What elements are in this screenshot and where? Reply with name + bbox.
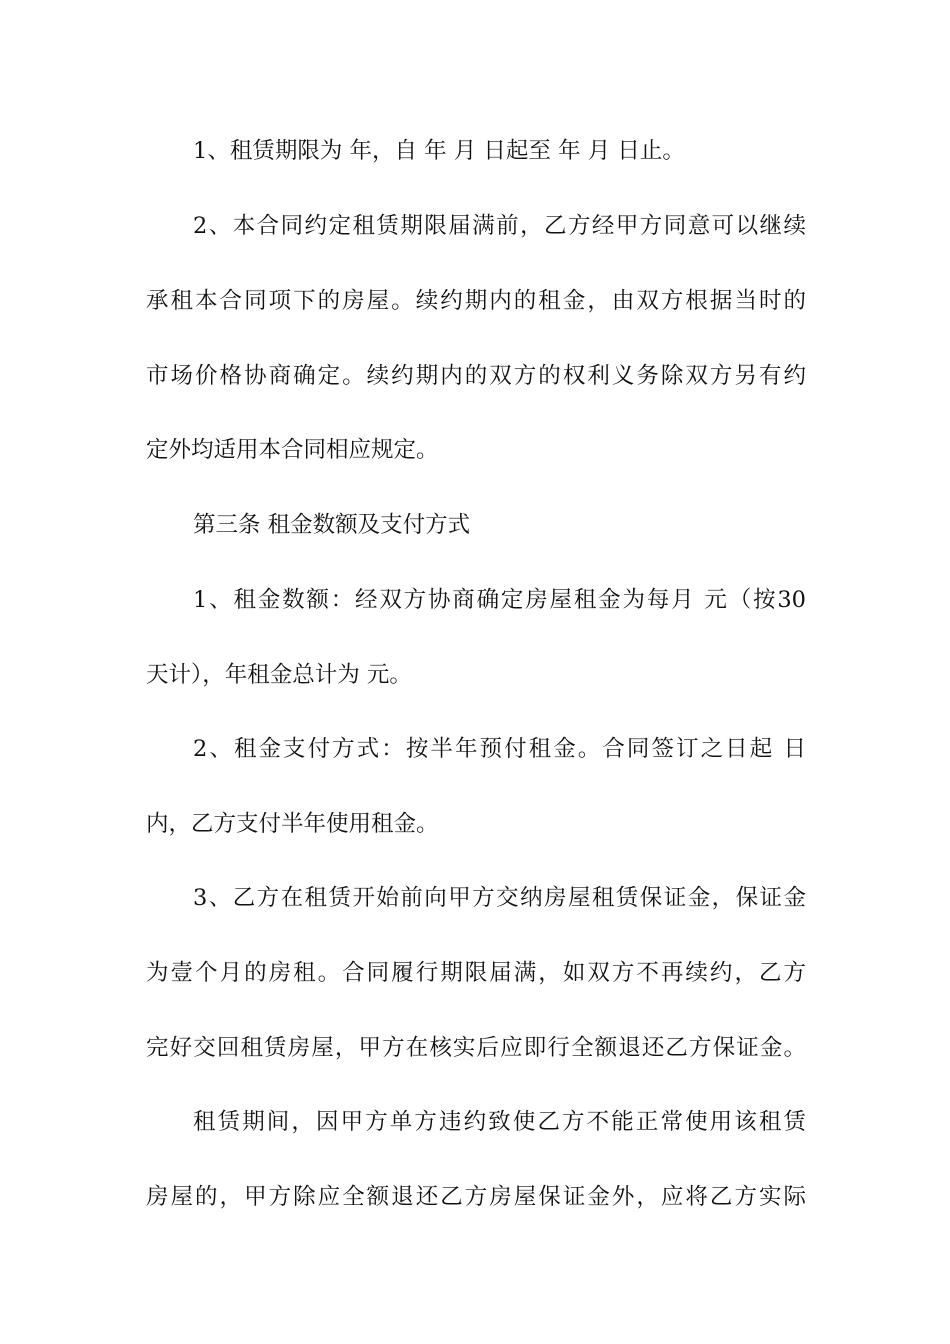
- renewal-clause-line-1: 2、本合同约定租赁期限届满前，乙方经甲方同意可以继续: [193, 213, 806, 239]
- breach-clause-line-2: 房屋的，甲方除应全额退还乙方房屋保证金外，应将乙方实际: [146, 1184, 806, 1210]
- deposit-clause-line-3: 完好交回租赁房屋，甲方在核实后应即行全额退还乙方保证金。: [146, 1035, 806, 1061]
- rent-amount-line-1: 1、租金数额：经双方协商确定房屋租金为每月 元（按30: [193, 587, 806, 613]
- rent-amount-line-2: 天计），年租金总计为 元。: [146, 662, 412, 688]
- deposit-clause-line-2: 为壹个月的房租。合同履行期限届满，如双方不再续约，乙方: [146, 960, 806, 986]
- breach-clause-line-1: 租赁期间，因甲方单方违约致使乙方不能正常使用该租赁: [193, 1109, 806, 1135]
- payment-method-line-2: 内，乙方支付半年使用租金。: [146, 811, 439, 837]
- article-three-heading: 第三条 租金数额及支付方式: [193, 512, 471, 538]
- renewal-clause-line-2: 承租本合同项下的房屋。续约期内的租金，由双方根据当时的: [146, 288, 806, 314]
- deposit-clause-line-1: 3、乙方在租赁开始前向甲方交纳房屋租赁保证金，保证金: [193, 885, 806, 911]
- payment-method-line-1: 2、租金支付方式：按半年预付租金。合同签订之日起 日: [193, 736, 806, 762]
- renewal-clause-line-4: 定外均适用本合同相应规定。: [146, 437, 439, 463]
- term-clause-1: 1、租赁期限为 年，自 年 月 日起至 年 月 日止。: [193, 138, 685, 164]
- renewal-clause-line-3: 市场价格协商确定。续约期内的双方的权利义务除双方另有约: [146, 363, 806, 389]
